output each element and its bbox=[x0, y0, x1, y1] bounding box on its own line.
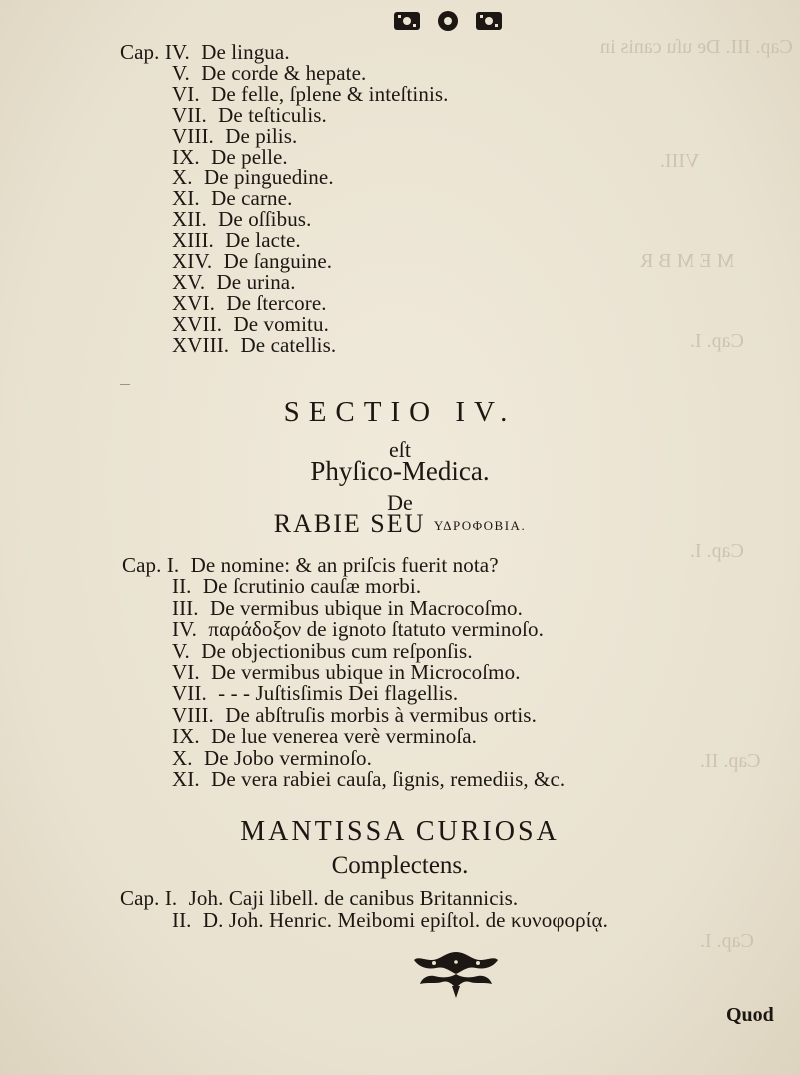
chapter-title: De ſtercore. bbox=[226, 290, 327, 315]
chapter-title: De Jobo verminoſo. bbox=[203, 745, 373, 770]
catchword: Quod bbox=[726, 1004, 774, 1026]
chapter-title: De vera rabiei cauſa, ſignis, remediis, &c. bbox=[211, 767, 566, 791]
chapter-title: De catellis. bbox=[240, 332, 337, 357]
chapter-number: V. bbox=[172, 60, 190, 85]
chapter-number: VII. bbox=[172, 102, 207, 127]
show-through-text: Cap. I. bbox=[690, 540, 744, 562]
topic-latin: RABIE SEU bbox=[273, 509, 426, 538]
section-connector: eſt bbox=[389, 437, 411, 462]
chapter-number: VI. bbox=[172, 81, 200, 106]
chapter-title: Joh. Caji libell. de canibus Britannicis. bbox=[188, 886, 519, 910]
chapter-number: X. bbox=[172, 165, 193, 190]
chapter-number: XIV. bbox=[172, 249, 213, 273]
section-de: De bbox=[387, 490, 413, 515]
chapter-title: De abſtruſis morbis à vermibus ortis. bbox=[225, 702, 537, 727]
show-through-text: M E M B R bbox=[640, 250, 735, 272]
chapter-title: De teſticulis. bbox=[218, 102, 327, 127]
chapter-number: VIII. bbox=[172, 123, 214, 148]
chapter-title: De oſſibus. bbox=[218, 207, 312, 232]
mantissa-heading: MANTISSA CURIOSA bbox=[240, 816, 560, 847]
chapter-number: X. bbox=[172, 745, 193, 770]
contents-entry bbox=[172, 908, 608, 933]
chapter-number: XIII. bbox=[172, 228, 214, 253]
chapter-title: De pilis. bbox=[225, 123, 298, 148]
chapter-title: De pinguedine. bbox=[203, 165, 334, 190]
mantissa-subtitle: Complectens. bbox=[331, 852, 469, 879]
chapter-title: De lingua. bbox=[201, 40, 290, 64]
divider bbox=[120, 384, 130, 385]
contents-entry bbox=[172, 767, 565, 792]
chapter-title: De urina. bbox=[216, 269, 296, 294]
chapter-number: III. bbox=[172, 595, 199, 620]
show-through-text: Cap. II. bbox=[700, 750, 761, 772]
chapter-title: De ſcrutinio cauſæ morbi. bbox=[202, 574, 422, 599]
section-subject: Phyſico-Medica. bbox=[310, 456, 490, 486]
chapter-number: XII. bbox=[172, 207, 207, 232]
chapter-number: V. bbox=[172, 638, 190, 663]
chapter-title: De ſanguine. bbox=[223, 249, 333, 273]
chapter-number: XV. bbox=[172, 269, 206, 294]
chapter-number: XI. bbox=[172, 186, 200, 211]
chapter-number: IX. bbox=[172, 144, 200, 169]
chapter-title: De objectionibus cum reſponſis. bbox=[201, 638, 473, 663]
chapter-number: VI. bbox=[172, 660, 200, 684]
topic-greek: ΥΔΡΟΦΟΒΙΑ. bbox=[433, 518, 527, 533]
chapter-title: De nomine: & an priſcis fuerit nota? bbox=[190, 553, 499, 577]
section-heading: SECTIO IV. bbox=[283, 396, 517, 428]
chapter-number: XI. bbox=[172, 767, 200, 791]
chapter-number: II. bbox=[172, 574, 192, 599]
chapter-title: De felle, ſplene & inteſtinis. bbox=[211, 81, 449, 106]
chapter-number: IX. bbox=[172, 724, 200, 749]
floral-tailpiece-ornament bbox=[412, 948, 500, 1000]
chapter-title: De pelle. bbox=[211, 144, 288, 169]
chapter-number: Cap. I. bbox=[120, 886, 178, 910]
show-through-text: Cap. III. De uſu canis in bbox=[600, 36, 793, 58]
chapter-title: De vermibus ubique in Macrocoſmo. bbox=[210, 595, 523, 620]
section-topic bbox=[0, 509, 800, 539]
chapter-number: VII. bbox=[172, 681, 207, 706]
chapter-title: De corde & hepate. bbox=[201, 60, 367, 85]
chapter-number: XVI. bbox=[172, 290, 215, 315]
show-through-text: Cap. I. bbox=[690, 330, 744, 352]
chapter-title: παράδοξον de ignoto ſtatuto verminoſo. bbox=[208, 617, 544, 642]
chapter-title: De vomitu. bbox=[233, 311, 329, 336]
chapter-number: IV. bbox=[172, 617, 198, 642]
chapter-title: De vermibus ubique in Microcoſmo. bbox=[211, 660, 521, 684]
chapter-title: D. Joh. Henric. Meibomi epiſtol. de κυνοφορίᾳ. bbox=[202, 908, 608, 932]
contents-entry bbox=[172, 333, 336, 358]
chapter-title: De carne. bbox=[211, 186, 293, 211]
chapter-number: Cap. IV. bbox=[120, 40, 190, 64]
chapter-number: VIII. bbox=[172, 702, 214, 727]
chapter-title: - - - Juſtisſimis Dei flagellis. bbox=[218, 681, 459, 706]
chapter-number: XVII. bbox=[172, 311, 223, 336]
chapter-title: De lue venerea verè verminoſa. bbox=[211, 724, 478, 749]
chapter-title: De lacte. bbox=[225, 228, 301, 253]
chapter-number: Cap. I. bbox=[122, 553, 180, 577]
show-through-text: Cap. I. bbox=[700, 930, 754, 952]
chapter-number: XVIII. bbox=[172, 332, 230, 357]
show-through-text: VIII. bbox=[660, 150, 700, 172]
fleuron-row-ornament bbox=[388, 6, 508, 34]
chapter-number: II. bbox=[172, 908, 192, 932]
